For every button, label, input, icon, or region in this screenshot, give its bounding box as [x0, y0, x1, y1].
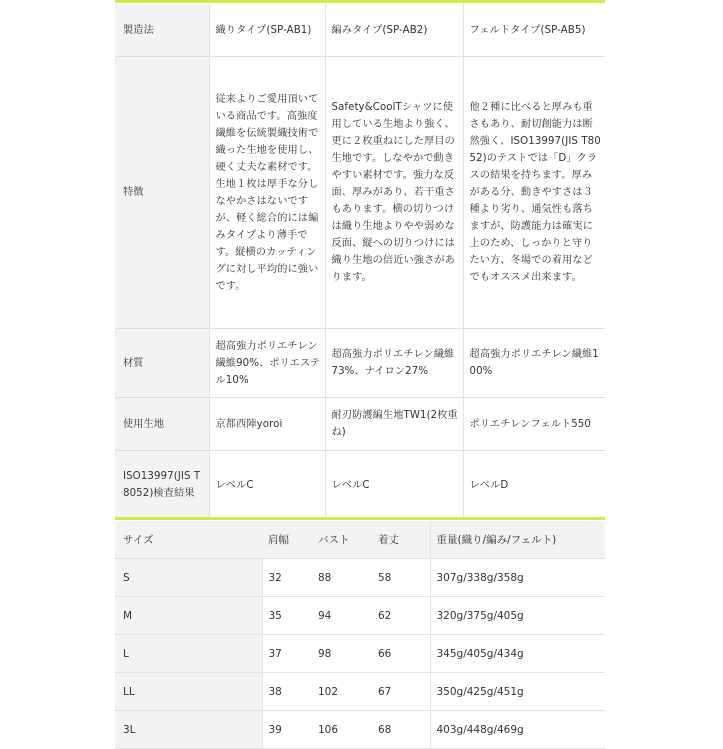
fabric-knit: 耐刃防護編生地TW1(2枚重ね): [325, 398, 463, 451]
table-row: [115, 4, 605, 57]
table-row: [115, 597, 605, 635]
length-value: 62: [372, 597, 430, 635]
length-value: 68: [372, 711, 430, 749]
shoulder-value: 37: [262, 635, 312, 673]
bust-value: 94: [312, 597, 372, 635]
material-woven: 超高強力ポリエチレン繊維90%、ポリエステル10%: [209, 329, 325, 398]
size-label: LL: [115, 673, 262, 711]
column-header-woven: 織りタイプ(SP-AB1): [209, 4, 325, 57]
table-row: [115, 329, 605, 398]
header-length: 着丈: [372, 521, 430, 559]
size-label: M: [115, 597, 262, 635]
product-spec-sheet: [115, 0, 605, 736]
material-knit: 超高強力ポリエチレン繊維73%、ナイロン27%: [325, 329, 463, 398]
feature-woven: 従来よりご愛用頂いている商品です。高強度繊維を伝統製織技術で織った生地を使用し、硬く丈夫な素材です。生地１枚は厚手な分しなやかさはないですが、軽く総合的には編みタイプより薄手です。縦横のカッティングに対し平均的に強いです。: [209, 57, 325, 329]
bust-value: 102: [312, 673, 372, 711]
column-header-felt: フェルトタイプ(SP-AB5): [463, 4, 605, 57]
accent-divider-top: [115, 0, 605, 3]
weight-value: 403g/448g/469g: [430, 711, 605, 749]
bust-value: 106: [312, 711, 372, 749]
size-table-header: [115, 521, 605, 559]
iso-felt: レベルD: [463, 451, 605, 520]
header-bust: バスト: [312, 521, 372, 559]
row-label-method: 製造法: [115, 4, 209, 57]
feature-felt: 他２種に比べると厚みも重さもあり、耐切創能力は断然強く、ISO13997(JIS T8052)のテストでは「D」クラスの結果を持ちます。厚みがある分、動きやすさは３種より劣り、通気性も落ちますが、防護能力は確実に上のため、しっかりと守りたい方、冬場での着用などでもオススメ出来ます。: [463, 57, 605, 329]
bust-value: 88: [312, 559, 372, 597]
size-label: 3L: [115, 711, 262, 749]
table-row: [115, 398, 605, 451]
row-label-iso: ISO13997(JIS T8052)検査結果: [115, 451, 209, 520]
iso-knit: レベルC: [325, 451, 463, 520]
row-label-material: 材質: [115, 329, 209, 398]
feature-knit: Safety&CoolTシャツに使用している生地より強く、更に２枚重ねにした厚目の生地です。しなやかで動きやすい素材です。強力な反面、厚みがあり、若干重さもあります。横の切りつけは織り生地よりやや弱めな反面、縦への切りつけには織り生地の倍近い強さがあります。: [325, 57, 463, 329]
fabric-felt: ポリエチレンフェルト550: [463, 398, 605, 451]
row-label-feature: 特徴: [115, 57, 209, 329]
size-label: S: [115, 559, 262, 597]
table-row: [115, 451, 605, 520]
header-shoulder: 肩幅: [262, 521, 312, 559]
accent-divider-middle: [115, 517, 605, 520]
header-weight: 重量(織り/編み/フェルト): [430, 521, 605, 559]
table-row: [115, 559, 605, 597]
weight-value: 350g/425g/451g: [430, 673, 605, 711]
column-header-knit: 編みタイプ(SP-AB2): [325, 4, 463, 57]
table-row: [115, 711, 605, 749]
size-label: L: [115, 635, 262, 673]
size-table: [115, 521, 605, 749]
shoulder-value: 35: [262, 597, 312, 635]
iso-woven: レベルC: [209, 451, 325, 520]
length-value: 58: [372, 559, 430, 597]
shoulder-value: 39: [262, 711, 312, 749]
shoulder-value: 32: [262, 559, 312, 597]
bust-value: 98: [312, 635, 372, 673]
shoulder-value: 38: [262, 673, 312, 711]
row-label-fabric: 使用生地: [115, 398, 209, 451]
length-value: 66: [372, 635, 430, 673]
material-felt: 超高強力ポリエチレン繊維100%: [463, 329, 605, 398]
table-row: [115, 673, 605, 711]
manufacturing-comparison-table: [115, 4, 605, 520]
header-size: サイズ: [115, 521, 262, 559]
weight-value: 307g/338g/358g: [430, 559, 605, 597]
table-row: [115, 635, 605, 673]
table-row: [115, 57, 605, 329]
length-value: 67: [372, 673, 430, 711]
weight-value: 320g/375g/405g: [430, 597, 605, 635]
weight-value: 345g/405g/434g: [430, 635, 605, 673]
fabric-woven: 京都西陣yoroi: [209, 398, 325, 451]
